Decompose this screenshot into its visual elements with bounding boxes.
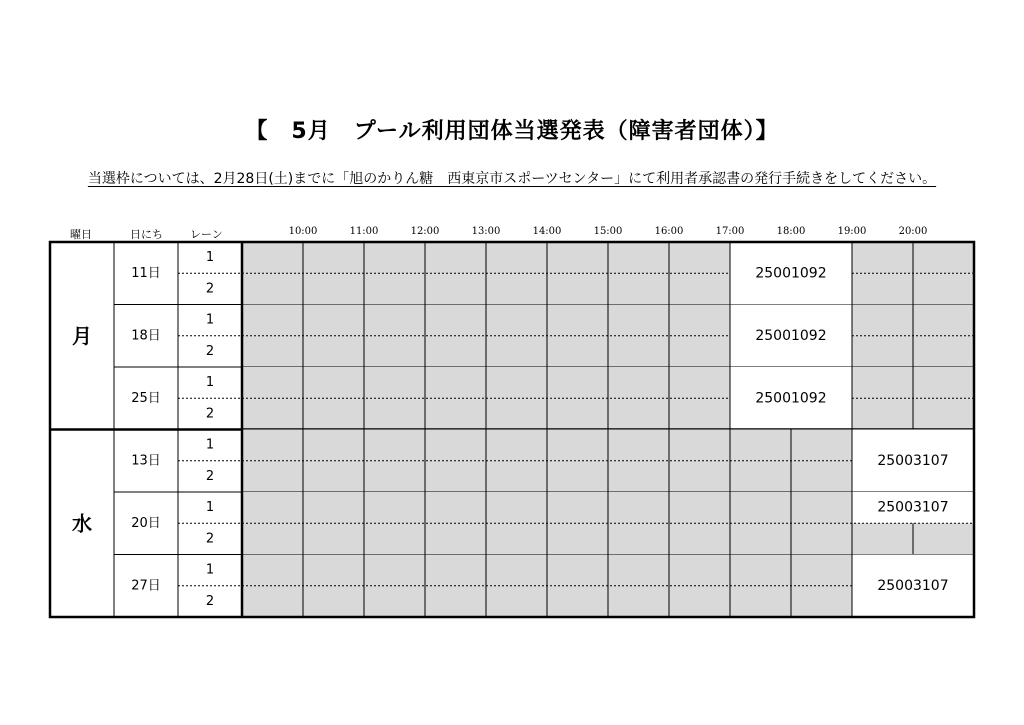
header-date: 日にち bbox=[130, 228, 163, 241]
available-slot bbox=[303, 461, 364, 492]
available-slot bbox=[913, 305, 974, 336]
available-slot bbox=[242, 555, 303, 586]
available-slot bbox=[608, 398, 669, 429]
available-slot bbox=[547, 586, 608, 617]
time-header: 20:00 bbox=[898, 226, 928, 237]
available-slot bbox=[913, 523, 974, 554]
available-slot bbox=[608, 367, 669, 398]
available-slot bbox=[669, 273, 730, 304]
available-slot bbox=[425, 492, 486, 523]
available-slot bbox=[852, 398, 913, 429]
available-slot bbox=[486, 336, 547, 367]
header-lane: レーン bbox=[190, 228, 223, 241]
time-header: 13:00 bbox=[471, 226, 501, 237]
available-slot bbox=[425, 242, 486, 273]
available-slot bbox=[791, 461, 852, 492]
available-slot bbox=[608, 305, 669, 336]
available-slot bbox=[608, 242, 669, 273]
available-slot bbox=[608, 461, 669, 492]
available-slot bbox=[303, 492, 364, 523]
available-slot bbox=[913, 398, 974, 429]
time-header: 12:00 bbox=[410, 226, 440, 237]
header-weekday: 曜日 bbox=[70, 228, 92, 241]
available-slot bbox=[303, 242, 364, 273]
available-slot bbox=[303, 305, 364, 336]
date-label: 18日 bbox=[131, 328, 161, 344]
lane-label: 2 bbox=[205, 281, 215, 297]
available-slot bbox=[486, 273, 547, 304]
available-slot bbox=[791, 492, 852, 523]
lane-label: 1 bbox=[205, 312, 215, 328]
available-slot bbox=[730, 523, 791, 554]
available-slot bbox=[608, 336, 669, 367]
available-slot bbox=[547, 398, 608, 429]
available-slot bbox=[547, 555, 608, 586]
lane-label: 1 bbox=[205, 250, 215, 266]
time-header: 10:00 bbox=[288, 226, 318, 237]
available-slot bbox=[425, 305, 486, 336]
time-header: 14:00 bbox=[532, 226, 562, 237]
available-slot bbox=[669, 242, 730, 273]
available-slot bbox=[608, 273, 669, 304]
available-slot bbox=[364, 398, 425, 429]
available-slot bbox=[547, 242, 608, 273]
available-slot bbox=[608, 555, 669, 586]
booking-id: 25003107 bbox=[877, 577, 949, 594]
available-slot bbox=[303, 398, 364, 429]
available-slot bbox=[547, 367, 608, 398]
available-slot bbox=[303, 273, 364, 304]
available-slot bbox=[669, 398, 730, 429]
available-slot bbox=[547, 305, 608, 336]
available-slot bbox=[913, 273, 974, 304]
available-slot bbox=[242, 492, 303, 523]
available-slot bbox=[425, 273, 486, 304]
available-slot bbox=[425, 430, 486, 461]
notice-text-content: 当選枠については、2月28日(土)までに「旭のかりん糖 西東京市スポーツセンター」にて利用者承認書の発行手続きをしてください。 bbox=[87, 171, 937, 187]
lane-label: 2 bbox=[205, 343, 215, 359]
available-slot bbox=[425, 461, 486, 492]
available-slot bbox=[242, 523, 303, 554]
available-slot bbox=[547, 461, 608, 492]
available-slot bbox=[547, 273, 608, 304]
available-slot bbox=[547, 523, 608, 554]
time-header: 11:00 bbox=[349, 226, 379, 237]
available-slot bbox=[669, 523, 730, 554]
available-slot bbox=[730, 461, 791, 492]
available-slot bbox=[242, 273, 303, 304]
available-slot bbox=[913, 367, 974, 398]
lane-label: 2 bbox=[205, 593, 215, 609]
available-slot bbox=[669, 461, 730, 492]
available-slot bbox=[486, 492, 547, 523]
available-slot bbox=[242, 430, 303, 461]
available-slot bbox=[791, 586, 852, 617]
available-slot bbox=[547, 430, 608, 461]
available-slot bbox=[303, 523, 364, 554]
date-label: 20日 bbox=[131, 515, 161, 531]
available-slot bbox=[425, 523, 486, 554]
available-slot bbox=[364, 523, 425, 554]
available-slot bbox=[425, 586, 486, 617]
available-slot bbox=[608, 430, 669, 461]
time-header: 17:00 bbox=[715, 226, 745, 237]
available-slot bbox=[486, 586, 547, 617]
time-header: 16:00 bbox=[654, 226, 684, 237]
available-slot bbox=[303, 586, 364, 617]
available-slot bbox=[425, 367, 486, 398]
available-slot bbox=[669, 430, 730, 461]
available-slot bbox=[242, 398, 303, 429]
available-slot bbox=[669, 336, 730, 367]
booking-id: 25003107 bbox=[877, 452, 949, 469]
available-slot bbox=[425, 398, 486, 429]
available-slot bbox=[303, 336, 364, 367]
available-slot bbox=[730, 555, 791, 586]
available-slot bbox=[669, 492, 730, 523]
booking-id: 25001092 bbox=[755, 390, 827, 407]
available-slot bbox=[547, 336, 608, 367]
booking-id: 25001092 bbox=[755, 265, 827, 282]
available-slot bbox=[730, 492, 791, 523]
available-slot bbox=[486, 367, 547, 398]
available-slot bbox=[486, 430, 547, 461]
available-slot bbox=[852, 336, 913, 367]
available-slot bbox=[791, 555, 852, 586]
available-slot bbox=[242, 461, 303, 492]
available-slot bbox=[913, 336, 974, 367]
available-slot bbox=[303, 555, 364, 586]
available-slot bbox=[852, 273, 913, 304]
time-header: 19:00 bbox=[837, 226, 867, 237]
available-slot bbox=[486, 461, 547, 492]
lane-label: 1 bbox=[205, 375, 215, 391]
available-slot bbox=[669, 555, 730, 586]
available-slot bbox=[364, 430, 425, 461]
lane-label: 2 bbox=[205, 468, 215, 484]
available-slot bbox=[669, 305, 730, 336]
available-slot bbox=[364, 242, 425, 273]
available-slot bbox=[791, 523, 852, 554]
date-label: 13日 bbox=[131, 453, 161, 469]
lane-label: 2 bbox=[205, 406, 215, 422]
available-slot bbox=[364, 367, 425, 398]
weekday-label: 月 bbox=[72, 323, 92, 348]
available-slot bbox=[364, 555, 425, 586]
lane-label: 2 bbox=[205, 531, 215, 547]
available-slot bbox=[425, 555, 486, 586]
available-slot bbox=[486, 305, 547, 336]
available-slot bbox=[608, 586, 669, 617]
available-slot bbox=[791, 430, 852, 461]
available-slot bbox=[608, 492, 669, 523]
time-header: 18:00 bbox=[776, 226, 806, 237]
available-slot bbox=[913, 242, 974, 273]
available-slot bbox=[852, 305, 913, 336]
date-label: 11日 bbox=[131, 265, 161, 281]
available-slot bbox=[242, 586, 303, 617]
booking-id: 25003107 bbox=[877, 499, 949, 516]
available-slot bbox=[669, 586, 730, 617]
available-slot bbox=[364, 586, 425, 617]
available-slot bbox=[242, 367, 303, 398]
date-label: 27日 bbox=[131, 578, 161, 594]
available-slot bbox=[425, 336, 486, 367]
available-slot bbox=[486, 242, 547, 273]
available-slot bbox=[852, 523, 913, 554]
available-slot bbox=[364, 461, 425, 492]
lane-label: 1 bbox=[205, 437, 215, 453]
available-slot bbox=[730, 430, 791, 461]
weekday-label: 水 bbox=[72, 511, 92, 536]
available-slot bbox=[547, 492, 608, 523]
available-slot bbox=[486, 555, 547, 586]
available-slot bbox=[242, 242, 303, 273]
available-slot bbox=[608, 523, 669, 554]
booking-id: 25001092 bbox=[755, 327, 827, 344]
available-slot bbox=[852, 367, 913, 398]
time-header: 15:00 bbox=[593, 226, 623, 237]
available-slot bbox=[303, 430, 364, 461]
available-slot bbox=[669, 367, 730, 398]
available-slot bbox=[364, 273, 425, 304]
available-slot bbox=[364, 336, 425, 367]
available-slot bbox=[486, 523, 547, 554]
available-slot bbox=[364, 305, 425, 336]
available-slot bbox=[242, 305, 303, 336]
lane-label: 1 bbox=[205, 562, 215, 578]
available-slot bbox=[486, 398, 547, 429]
available-slot bbox=[730, 586, 791, 617]
date-label: 25日 bbox=[131, 390, 161, 406]
lane-label: 1 bbox=[205, 500, 215, 516]
available-slot bbox=[303, 367, 364, 398]
available-slot bbox=[242, 336, 303, 367]
available-slot bbox=[852, 242, 913, 273]
available-slot bbox=[364, 492, 425, 523]
page-title: 【 5月 プール利用団体当選発表（障害者団体）】 bbox=[245, 119, 779, 144]
